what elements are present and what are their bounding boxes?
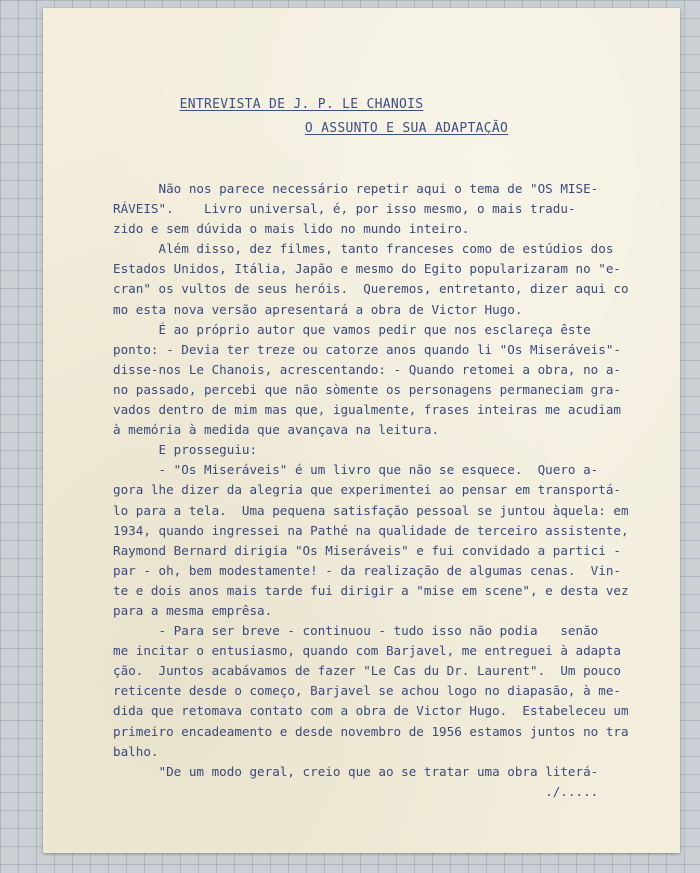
text-line: - "Os Miseráveis" é um livro que não se esquece. Quero a- (113, 462, 599, 478)
text-line: no passado, percebi que não sòmente os personagens permaneciam gra- (113, 381, 621, 397)
document-subtitle: O ASSUNTO E SUA ADAPTAÇÃO (304, 121, 509, 136)
text-line: dida que retomava contato com a obra de Victor Hugo. Estabeleceu um (113, 703, 629, 719)
text-line: reticente desde o começo, Barjavel se achou logo no diapasão, à me- (113, 683, 621, 699)
text-line: lo para a tela. Uma pequena satisfação pessoal se juntou àquela: em (113, 502, 629, 518)
text-line: primeiro encadeamento e desde novembro de 1956 estamos juntos no tra (113, 723, 629, 739)
text-line: te e dois anos mais tarde fui dirigir a "mise em scene", e desta vez (113, 582, 629, 598)
text-line: para a mesma emprêsa. (113, 602, 273, 618)
text-line: - Para ser breve - continuou - tudo isso não podia senão (113, 623, 599, 639)
document-body (113, 179, 673, 802)
text-line: à memória à medida que avançava na leitura. (113, 422, 440, 438)
text-line: Raymond Bernard dirigia "Os Miseráveis" e fui convidado a partici - (113, 542, 621, 558)
text-line: balho. (113, 743, 159, 759)
text-line: É ao próprio autor que vamos pedir que nos esclareça êste (113, 321, 591, 337)
text-line: vados dentro de mim mas que, igualmente, frases inteiras me acudiam (113, 402, 621, 418)
text-line: par - oh, bem modestamente! - da realização de algumas cenas. Vin- (113, 562, 621, 578)
document-title: ENTREVISTA DE J. P. LE CHANOIS (179, 97, 424, 112)
text-line: ponto: - Devia ter treze ou catorze anos quando li "Os Miseráveis"- (113, 341, 621, 357)
text-line: mo esta nova versão apresentará a obra de Victor Hugo. (113, 301, 523, 317)
text-line: Não nos parece necessário repetir aqui o tema de "OS MISE- (113, 181, 599, 196)
text-line: RÁVEIS". Livro universal, é, por isso mesmo, o mais tradu- (113, 201, 576, 217)
text-line: ção. Juntos acabávamos de fazer "Le Cas du Dr. Laurent". Um pouco (113, 663, 621, 679)
text-line: zido e sem dúvida o mais lido no mundo inteiro. (113, 221, 470, 237)
document-page (43, 8, 680, 853)
text-line: "De um modo geral, creio que ao se tratar uma obra literá- (113, 763, 599, 779)
text-line: Estados Unidos, Itália, Japão e mesmo do Egito popularizaram no "e- (113, 261, 621, 277)
text-line: cran" os vultos de seus heróis. Queremos, entretanto, dizer aqui co (113, 281, 629, 297)
text-line: 1934, quando ingressei na Pathé na qualidade de terceiro assistente, (113, 522, 629, 538)
text-line: me incitar o entusiasmo, quando com Barjavel, me entreguei à adapta (113, 643, 621, 659)
text-line: gora lhe dizer da alegria que experimentei ao pensar em transportá- (113, 482, 621, 498)
text-line: Além disso, dez filmes, tanto franceses como de estúdios dos (113, 241, 614, 257)
text-line: E prosseguiu: (113, 442, 258, 458)
text-line: ./..... (113, 783, 599, 799)
text-line: disse-nos Le Chanois, acrescentando: - Quando retomei a obra, no a- (113, 361, 621, 377)
